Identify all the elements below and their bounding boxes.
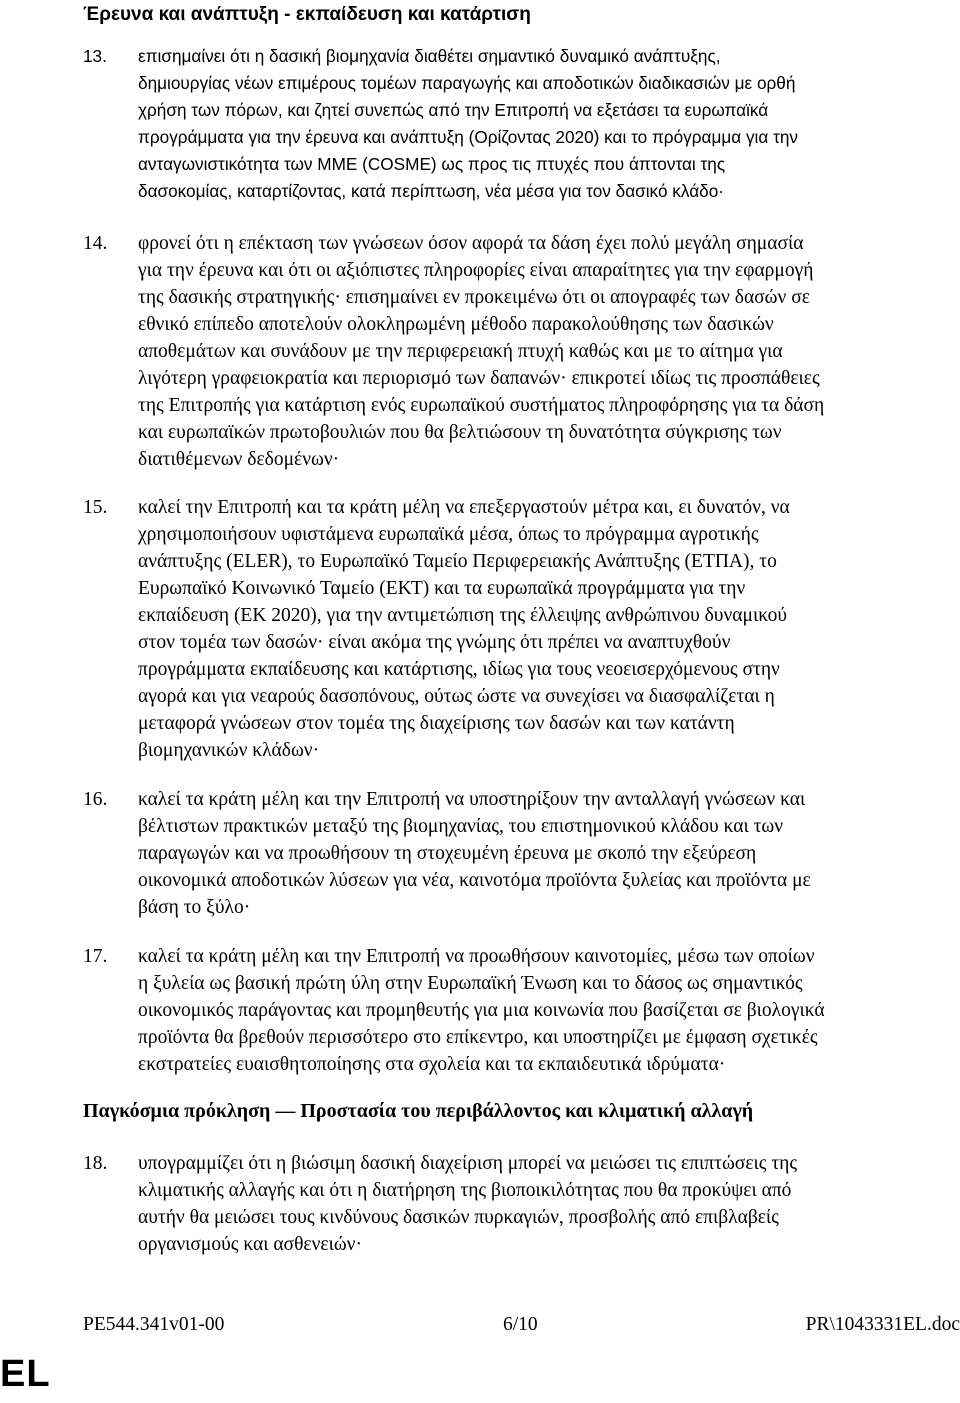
- paragraph-number: 14.: [83, 233, 108, 254]
- footer-file-name: PR\1043331EL.doc: [805, 1314, 960, 1335]
- text-line: προγράμματα για την έρευνα και ανάπτυξη (Ορίζοντας 2020) και το πρόγραμμα για την: [138, 127, 799, 147]
- text-line: επισημαίνει ότι η δασική βιομηχανία διαθέτει σημαντικό δυναμικό ανάπτυξης,: [138, 46, 721, 66]
- text-line: βιομηχανικών κλάδων·: [138, 740, 320, 761]
- paragraph-text: [138, 43, 943, 205]
- paragraph-number: 16.: [83, 789, 108, 810]
- paragraph-number: 13.: [83, 46, 107, 66]
- text-line: αγορά και για νεαρούς δασοπόνους, ούτως ώστε να συνεχίσει να διασφαλίζεται η: [138, 686, 775, 707]
- text-line: και ευρωπαϊκών πρωτοβουλιών που θα βελτιώσουν τη δυνατότητα σύγκρισης των: [138, 422, 782, 443]
- paragraph-text: [138, 786, 943, 921]
- text-line: στον τομέα των δασών· είναι ακόμα της γνώμης ότι πρέπει να αναπτυχθούν: [138, 632, 731, 653]
- text-line: ανάπτυξης (ELER), το Ευρωπαϊκό Ταμείο Περιφερειακής Ανάπτυξης (ΕΤΠΑ), το: [138, 551, 777, 572]
- text-line: οργανισμούς και ασθενειών·: [138, 1234, 362, 1255]
- paragraph-text: [138, 230, 943, 473]
- text-line: αυτήν θα μειώσει τους κινδύνους δασικών πυρκαγιών, προσβολής από επιβλαβείς: [138, 1207, 779, 1228]
- text-line: οικονομικά αποδοτικών λύσεων για νέα, καινοτόμα προϊόντα ξυλείας και προϊόντα με: [138, 870, 811, 891]
- text-line: προϊόντα θα βρεθούν περισσότερο στο επίκεντρο, και υποστηρίζει με έμφαση σχετικές: [138, 1027, 818, 1048]
- text-line: της δασικής στρατηγικής· επισημαίνει εν προκειμένω ότι οι απογραφές των δασών σε: [138, 287, 810, 308]
- text-line: βάση το ξύλο·: [138, 897, 251, 918]
- text-line: φρονεί ότι η επέκταση των γνώσεων όσον αφορά τα δάση έχει πολύ μεγάλη σημασία: [138, 233, 804, 254]
- paragraph-14: [83, 230, 943, 473]
- text-line: Ευρωπαϊκό Κοινωνικό Ταμείο (ΕΚΤ) και τα ευρωπαϊκά προγράμματα για την: [138, 578, 746, 599]
- text-line: χρησιμοποιήσουν υφιστάμενα ευρωπαϊκά μέσα, όπως το πρόγραμμα αγροτικής: [138, 524, 759, 545]
- section-heading-research: Έρευνα και ανάπτυξη - εκπαίδευση και κατάρτιση: [83, 4, 531, 25]
- paragraph-18: [83, 1150, 943, 1258]
- text-line: οικονομικός παράγοντας και προμηθευτής για μια κοινωνία που βασίζεται σε βιολογικά: [138, 1000, 825, 1021]
- text-line: η ξυλεία ως βασική πρώτη ύλη στην Ευρωπαϊκή Ένωση και το δάσος ως σημαντικός: [138, 973, 803, 994]
- text-line: καλεί την Επιτροπή και τα κράτη μέλη να επεξεργαστούν μέτρα και, ει δυνατόν, να: [138, 497, 790, 518]
- text-line: χρήση των πόρων, και ζητεί συνεπώς από την Επιτροπή να εξετάσει τα ευρωπαϊκά: [138, 100, 769, 120]
- section-heading-global-challenge: Παγκόσμια πρόκληση — Προστασία του περιβάλλοντος και κλιματική αλλαγή: [83, 1100, 754, 1122]
- text-line: μεταφορά γνώσεων στον τομέα της διαχείρισης των δασών και των κατάντη: [138, 713, 735, 734]
- text-line: δασοκομίας, καταρτίζοντας, κατά περίπτωση, νέα μέσα για τον δασικό κλάδο·: [138, 181, 724, 201]
- paragraph-13: [83, 43, 943, 205]
- paragraph-text: [138, 494, 943, 764]
- paragraph-16: [83, 786, 943, 921]
- text-line: εθνικό επίπεδο αποτελούν ολοκληρωμένη μέθοδο παρακολούθησης των δασικών: [138, 314, 774, 335]
- text-line: βέλτιστων πρακτικών μεταξύ της βιομηχανίας, του επιστημονικού κλάδου και των: [138, 816, 784, 837]
- footer-page-number: 6/10: [503, 1314, 538, 1335]
- text-line: εκπαίδευση (ΕΚ 2020), για την αντιμετώπιση της έλλειψης ανθρώπινου δυναμικού: [138, 605, 788, 626]
- text-line: της Επιτροπής για κατάρτιση ενός ευρωπαϊκού συστήματος πληροφόρησης για τα δάση: [138, 395, 825, 416]
- text-line: για την έρευνα και ότι οι αξιόπιστες πληροφορίες είναι απαραίτητες για την εφαρμογή: [138, 260, 814, 281]
- text-line: εκστρατείες ευαισθητοποίησης στα σχολεία και τα εκπαιδευτικά ιδρύματα·: [138, 1054, 726, 1075]
- text-line: αποθεμάτων και συνάδουν με την περιφερειακή πτυχή καθώς και με το αίτημα για: [138, 341, 783, 362]
- footer-doc-ref: PE544.341v01-00: [83, 1314, 225, 1335]
- paragraph-17: [83, 943, 943, 1078]
- text-line: καλεί τα κράτη μέλη και την Επιτροπή να προωθήσουν καινοτομίες, μέσω των οποίων: [138, 946, 815, 967]
- paragraph-number: 17.: [83, 946, 108, 967]
- paragraph-number: 18.: [83, 1153, 108, 1174]
- paragraph-text: [138, 943, 943, 1078]
- text-line: λιγότερη γραφειοκρατία και περιορισμό των δαπανών· επικροτεί ιδίως τις προσπάθειες: [138, 368, 820, 389]
- paragraph-15: [83, 494, 943, 764]
- text-line: κλιματικής αλλαγής και ότι η διατήρηση της βιοποικιλότητας που θα προκύψει από: [138, 1180, 792, 1201]
- text-line: προγράμματα εκπαίδευσης και κατάρτισης, ιδίως για τους νεοεισερχόμενους στην: [138, 659, 780, 680]
- page-footer: [83, 1311, 960, 1339]
- text-line: υπογραμμίζει ότι η βιώσιμη δασική διαχείριση μπορεί να μειώσει τις επιπτώσεις της: [138, 1153, 798, 1174]
- paragraph-number: 15.: [83, 497, 108, 518]
- text-line: παραγωγών και να προωθήσουν τη στοχευμένη έρευνα με σκοπό την εξεύρεση: [138, 843, 757, 864]
- text-line: δημιουργίας νέων επιμέρους τομέων παραγωγής και αποδοτικών διαδικασιών με ορθή: [138, 73, 796, 93]
- text-line: καλεί τα κράτη μέλη και την Επιτροπή να υποστηρίξουν την ανταλλαγή γνώσεων και: [138, 789, 806, 810]
- text-line: ανταγωνιστικότητα των ΜΜΕ (COSME) ως προς τις πτυχές που άπτονται της: [138, 154, 726, 174]
- language-code: EL: [0, 1353, 51, 1395]
- paragraph-text: [138, 1150, 943, 1258]
- text-line: διατιθέμενων δεδομένων·: [138, 449, 340, 470]
